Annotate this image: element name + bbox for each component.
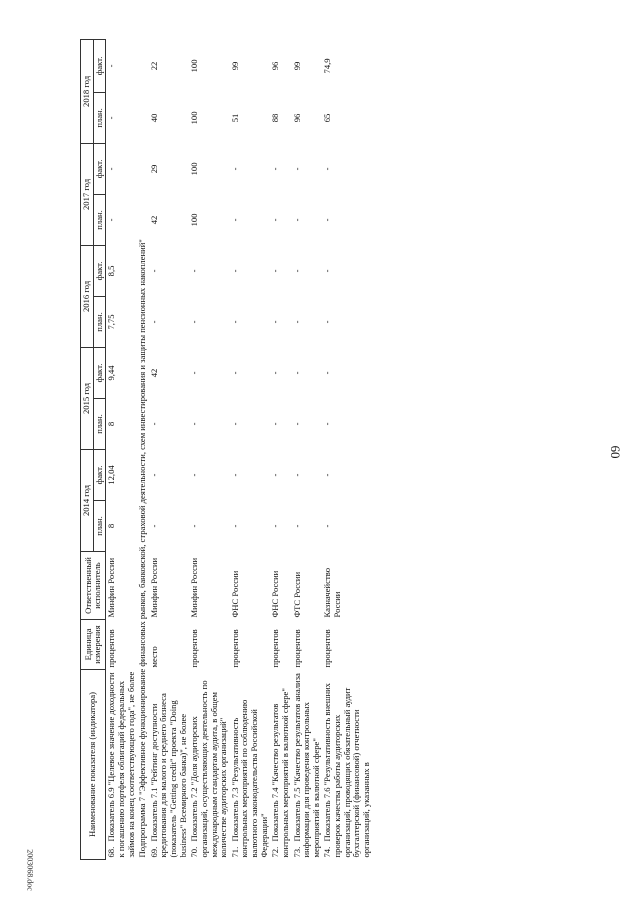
fact-value-cell: -: [322, 473, 333, 477]
fact-value-cell: -: [291, 167, 302, 171]
fact-value-cell: -: [270, 371, 281, 375]
header-fact: факт.: [93, 143, 106, 194]
fact-value-cell: -: [106, 64, 117, 68]
fact-value-cell: 22: [148, 61, 159, 71]
plan-value-cell: -: [148, 320, 159, 324]
document-id: 2003068.doc: [25, 849, 35, 891]
plan-value-cell: -: [270, 422, 281, 426]
header-plan: план.: [93, 501, 106, 552]
header-plan: план.: [93, 398, 106, 449]
plan-value-cell: -: [106, 116, 117, 120]
row-number: 73.: [291, 846, 302, 858]
plan-value-cell: -: [229, 524, 240, 528]
indicator-name: Показатель 7.1 "Рейтинг доступности кредитования для малого и среднего бизнеса (показатель "Getting credit" проекта "Doing business" Всемирного банка)", не более: [148, 693, 188, 858]
fact-value-cell: -: [189, 371, 200, 375]
header-name: Наименование показателя (индикатора): [81, 670, 106, 860]
indicator-name: Показатель 7.2 "Доля аудиторских организаций, осуществляющих деятельность по международным стандартам аудита, в общем количестве аудиторских организаций": [189, 680, 229, 858]
plan-value-cell: 65: [322, 113, 333, 123]
plan-value-cell: -: [189, 524, 200, 528]
plan-value-cell: 96: [291, 113, 302, 123]
indicator-name-cell: [322, 670, 372, 860]
header-unit: Единица измерения: [81, 620, 106, 670]
indicator-name-cell: [270, 670, 291, 860]
fact-value-cell: -: [106, 167, 117, 171]
plan-value-cell: 40: [148, 113, 159, 123]
fact-value-cell: -: [229, 371, 240, 375]
subprogram-title: Подпрограмма 7 "Эффективное функционирование финансовых рынков, банковской, страховой деятельности, схем инвестирования и защиты пенсионных накоплений": [137, 239, 148, 858]
plan-value-cell: 42: [148, 215, 159, 225]
table-row: [149, 39, 190, 859]
row-number: 69.: [148, 846, 159, 858]
table-row: [230, 39, 271, 859]
plan-value-cell: -: [322, 524, 333, 528]
plan-value-cell: -: [148, 422, 159, 426]
fact-value-cell: -: [189, 473, 200, 477]
plan-value-cell: -: [270, 320, 281, 324]
plan-value-cell: -: [229, 422, 240, 426]
plan-value-cell: -: [322, 320, 333, 324]
fact-value-cell: 96: [270, 61, 281, 71]
plan-value-cell: -: [270, 524, 281, 528]
indicator-name: Показатель 6.9 "Целевое значение доходности к погашению портфеля облигаций федеральных займов на конец соответствующего года", не более: [106, 671, 136, 858]
row-number: 70.: [189, 846, 200, 858]
header-plan: план.: [93, 194, 106, 245]
subprogram-row: [137, 39, 149, 859]
responsible-cell: ФНС России: [270, 570, 281, 618]
unit-cell: процентов: [322, 629, 333, 668]
header-fact: факт.: [93, 39, 106, 92]
fact-value-cell: -: [229, 167, 240, 171]
fact-value-cell: 100: [189, 162, 200, 176]
unit-cell: процентов: [189, 629, 200, 668]
fact-value-cell: 29: [148, 164, 159, 174]
fact-value-cell: -: [189, 269, 200, 273]
table-row: [189, 39, 230, 859]
responsible-cell: Минфин России: [106, 557, 117, 618]
unit-cell: процентов: [291, 629, 302, 668]
responsible-cell: Казначейство России: [322, 568, 342, 618]
row-number: 68.: [106, 846, 117, 858]
fact-value-cell: 100: [189, 59, 200, 73]
fact-value-cell: 99: [229, 61, 240, 71]
plan-value-cell: -: [322, 218, 333, 222]
header-year: 2016 год: [81, 245, 94, 347]
fact-value-cell: 99: [291, 61, 302, 71]
plan-value-cell: -: [229, 320, 240, 324]
header-fact: факт.: [93, 245, 106, 296]
fact-value-cell: -: [148, 473, 159, 477]
indicator-name-cell: [230, 670, 271, 860]
header-fact: факт.: [93, 449, 106, 500]
responsible-cell: Минфин России: [148, 557, 159, 618]
plan-value-cell: -: [291, 524, 302, 528]
indicators-table: [80, 39, 373, 860]
plan-value-cell: 51: [229, 113, 240, 123]
header-plan: план.: [93, 296, 106, 347]
plan-value-cell: -: [291, 218, 302, 222]
fact-value-cell: 8,5: [106, 265, 117, 277]
fact-value-cell: -: [270, 167, 281, 171]
plan-value-cell: 8: [106, 523, 117, 529]
indicator-name: Показатель 7.4 "Качество результатов контрольных мероприятий в валютной сфере": [270, 688, 290, 858]
fact-value-cell: -: [291, 269, 302, 273]
table-body: [106, 39, 373, 859]
fact-value-cell: -: [229, 473, 240, 477]
plan-value-cell: 8: [106, 421, 117, 427]
header-year: 2018 год: [81, 39, 94, 143]
plan-value-cell: -: [106, 218, 117, 222]
fact-value-cell: -: [322, 269, 333, 273]
table-row: [322, 39, 372, 859]
unit-cell: процентов: [106, 629, 117, 668]
responsible-cell: ФНС России: [229, 570, 240, 618]
plan-value-cell: -: [189, 422, 200, 426]
indicator-name-cell: [106, 670, 137, 860]
plan-value-cell: -: [291, 422, 302, 426]
fact-value-cell: -: [148, 269, 159, 273]
plan-value-cell: 7,75: [106, 314, 117, 330]
plan-value-cell: -: [291, 320, 302, 324]
plan-value-cell: 100: [189, 111, 200, 125]
fact-value-cell: 9,44: [106, 365, 117, 381]
header-responsible: Ответственный исполнитель: [81, 552, 106, 620]
unit-cell: процентов: [229, 629, 240, 668]
unit-cell: место: [148, 646, 159, 668]
indicator-name-cell: [189, 670, 230, 860]
plan-value-cell: -: [148, 524, 159, 528]
plan-value-cell: -: [322, 422, 333, 426]
indicator-name-cell: [292, 670, 323, 860]
fact-value-cell: 74,9: [322, 58, 333, 74]
header-year: 2015 год: [81, 347, 94, 449]
unit-cell: процентов: [270, 629, 281, 668]
table-row: [106, 39, 137, 859]
fact-value-cell: -: [291, 473, 302, 477]
plan-value-cell: -: [229, 218, 240, 222]
page-number: 60: [608, 445, 623, 459]
indicator-name: Показатель 7.3 "Результативность контрольных мероприятий по соблюдению валютного законодательства Российской Федерации": [229, 699, 269, 858]
rotated-table-container: [80, 40, 605, 860]
fact-value-cell: 12,04: [106, 465, 117, 485]
responsible-cell: Минфин России: [189, 557, 200, 618]
plan-value-cell: 88: [270, 113, 281, 123]
fact-value-cell: -: [229, 269, 240, 273]
responsible-cell: ФТС России: [291, 571, 302, 618]
row-number: 72.: [270, 846, 281, 858]
fact-value-cell: -: [270, 473, 281, 477]
indicator-name-cell: [149, 670, 190, 860]
fact-value-cell: -: [322, 371, 333, 375]
plan-value-cell: 100: [189, 213, 200, 227]
fact-value-cell: -: [322, 167, 333, 171]
indicator-name: Показатель 7.5 "Качество результатов анализа информации для проведения контрольных мероприятий в валютной сфере": [291, 673, 321, 858]
table-row: [270, 39, 291, 859]
header-plan: план.: [93, 92, 106, 143]
fact-value-cell: -: [291, 371, 302, 375]
header-year: 2017 год: [81, 143, 94, 245]
header-fact: факт.: [93, 347, 106, 398]
plan-value-cell: -: [270, 218, 281, 222]
fact-value-cell: 42: [148, 368, 159, 378]
plan-value-cell: -: [189, 320, 200, 324]
fact-value-cell: -: [270, 269, 281, 273]
table-row: [292, 39, 323, 859]
row-number: 74.: [322, 846, 333, 858]
indicator-name: Показатель 7.6 "Результативность внешних проверок качества работы аудиторских организаций, проводящих обязательный аудит бухгалтерской (финансовой) отчетности организаций, указанных в: [322, 683, 371, 858]
row-number: 71.: [229, 846, 240, 858]
header-year: 2014 год: [81, 449, 94, 551]
